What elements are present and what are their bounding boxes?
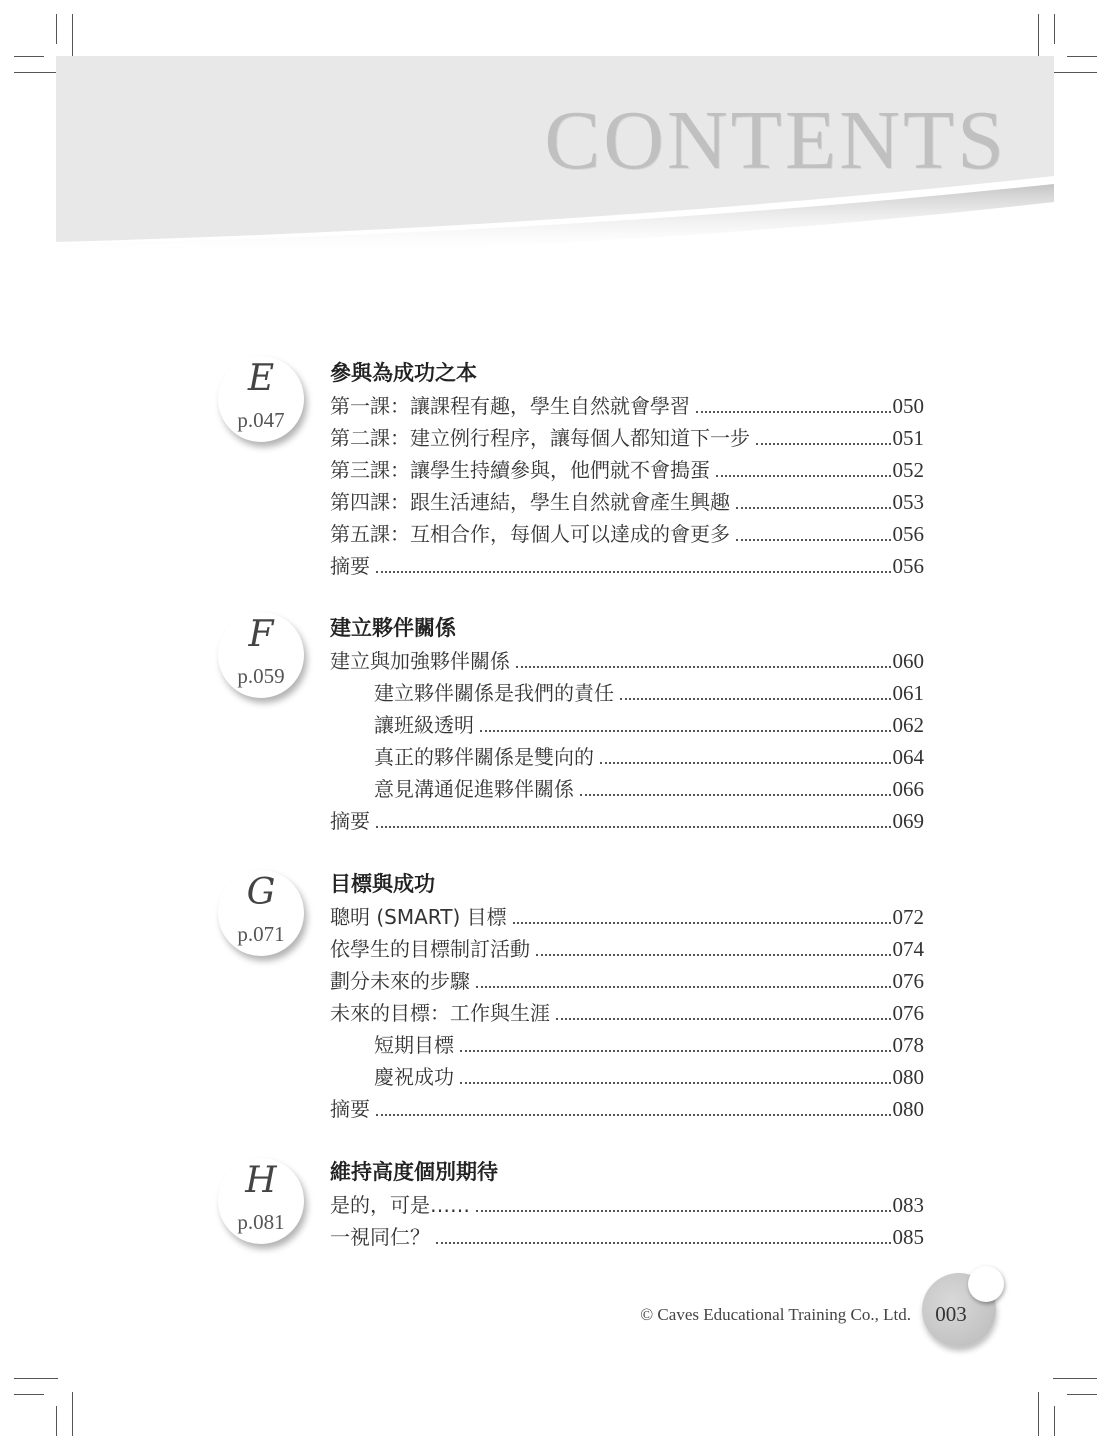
toc-entry[interactable] xyxy=(374,674,924,706)
toc-entry[interactable] xyxy=(374,706,924,738)
toc-entry-label: 建立與加強夥伴關係 xyxy=(330,649,510,673)
dot-leader xyxy=(436,1241,891,1244)
dot-leader xyxy=(460,1049,891,1052)
toc-entry[interactable] xyxy=(330,483,924,515)
toc-entry-label: 摘要 xyxy=(330,554,370,578)
dot-leader xyxy=(516,665,891,668)
section-badge xyxy=(218,870,304,956)
toc-entry-page: 056 xyxy=(892,522,924,546)
toc-entry-page: 078 xyxy=(892,1033,924,1057)
toc-entry-label: 劃分未來的步驟 xyxy=(330,969,470,993)
toc-entry-page: 074 xyxy=(892,937,924,961)
section-start-page: p.047 xyxy=(237,408,285,432)
toc-entry-label: 慶祝成功 xyxy=(374,1065,454,1089)
toc-entry-page: 076 xyxy=(892,1001,924,1025)
section-letter: E xyxy=(247,358,275,399)
toc-entry[interactable] xyxy=(330,419,924,451)
toc-entry-page: 062 xyxy=(892,713,924,737)
toc-entry-page: 069 xyxy=(892,809,924,833)
section-badge xyxy=(218,612,304,698)
crop-mark-top-left-v2 xyxy=(56,14,57,44)
dot-leader xyxy=(376,570,891,573)
dot-leader xyxy=(376,825,891,828)
toc-entry-label: 聰明 (SMART) 目標 xyxy=(330,905,507,929)
toc-entry-label: 第三課：讓學生持續參與，他們就不會搗蛋 xyxy=(330,458,710,482)
crop-mark-bottom-right-h xyxy=(1053,1378,1097,1379)
toc-entry-label: 讓班級透明 xyxy=(374,713,474,737)
dot-leader xyxy=(696,410,891,413)
dot-leader xyxy=(476,1209,891,1212)
toc-entry-page: 053 xyxy=(892,490,924,514)
toc-entry-label: 依學生的目標制訂活動 xyxy=(330,937,530,961)
section-title: 維持高度個別期待 xyxy=(330,1160,498,1184)
toc-entry[interactable] xyxy=(330,898,924,930)
section-letter: G xyxy=(246,872,276,913)
section-start-page: p.059 xyxy=(237,664,285,688)
toc-entry-label: 一視同仁？ xyxy=(330,1225,430,1249)
toc-entry-label: 建立夥伴關係是我們的責任 xyxy=(374,681,614,705)
toc-entry-label: 意見溝通促進夥伴關係 xyxy=(374,777,574,801)
toc-entry-page: 083 xyxy=(892,1193,924,1217)
section-start-page: p.071 xyxy=(237,922,285,946)
toc-entry-page: 056 xyxy=(892,554,924,578)
page-number: 003 xyxy=(935,1302,967,1326)
toc-entry-label: 真正的夥伴關係是雙向的 xyxy=(374,745,594,769)
crop-mark-bottom-left-v2 xyxy=(56,1406,57,1436)
toc-entry[interactable] xyxy=(330,930,924,962)
toc-entry[interactable] xyxy=(330,1218,924,1250)
crop-mark-bottom-right-v2 xyxy=(1054,1406,1055,1436)
dot-leader xyxy=(736,506,891,509)
toc-entry-page: 085 xyxy=(892,1225,924,1249)
toc-entry-label: 摘要 xyxy=(330,1097,370,1121)
section-title: 目標與成功 xyxy=(330,872,435,896)
section-title: 建立夥伴關係 xyxy=(330,616,456,640)
crop-mark-top-right-v2 xyxy=(1054,14,1055,44)
section-badge xyxy=(218,1158,304,1244)
contents-title: CONTENTS xyxy=(544,94,1007,187)
section-letter: H xyxy=(245,1160,277,1201)
toc-entry-label: 第二課：建立例行程序，讓每個人都知道下一步 xyxy=(330,426,750,450)
section-start-page: p.081 xyxy=(237,1210,285,1234)
toc-entry[interactable] xyxy=(374,1058,924,1090)
dot-leader xyxy=(716,474,891,477)
toc-entry-page: 051 xyxy=(892,426,924,450)
crop-mark-top-left-v xyxy=(72,14,73,58)
dot-leader xyxy=(600,761,891,764)
toc-entry-label: 第四課：跟生活連結，學生自然就會產生興趣 xyxy=(330,490,730,514)
dot-leader xyxy=(480,729,891,732)
toc-entry[interactable] xyxy=(330,994,924,1026)
toc-entry[interactable] xyxy=(330,547,924,579)
toc-entry[interactable] xyxy=(330,1090,924,1122)
dot-leader xyxy=(376,1113,891,1116)
dot-leader xyxy=(756,442,891,445)
toc-entry-page: 066 xyxy=(892,777,924,801)
copyright-text: © Caves Educational Training Co., Ltd. xyxy=(640,1305,911,1324)
toc-entry[interactable] xyxy=(330,387,924,419)
dot-leader xyxy=(536,953,891,956)
crop-mark-top-left-h2 xyxy=(14,56,44,57)
toc-entry-label: 第五課：互相合作，每個人可以達成的會更多 xyxy=(330,522,730,546)
toc-entry-page: 061 xyxy=(892,681,924,705)
dot-leader xyxy=(580,793,891,796)
dot-leader xyxy=(476,985,891,988)
crop-mark-bottom-right-v xyxy=(1038,1392,1039,1436)
toc-entry-label: 是的，可是…… xyxy=(330,1193,470,1217)
toc-entry-label: 第一課：讓課程有趣，學生自然就會學習 xyxy=(330,394,690,418)
toc-entry[interactable] xyxy=(374,770,924,802)
dot-leader xyxy=(460,1081,891,1084)
toc-entry-page: 052 xyxy=(892,458,924,482)
toc-entry[interactable] xyxy=(330,451,924,483)
crop-mark-top-right-h xyxy=(1053,72,1097,73)
section-badge xyxy=(218,356,304,442)
crop-mark-bottom-right-h2 xyxy=(1067,1394,1097,1395)
toc-entry[interactable] xyxy=(374,738,924,770)
crop-mark-bottom-left-v xyxy=(72,1392,73,1436)
toc-entry[interactable] xyxy=(330,642,924,674)
toc-entry-page: 076 xyxy=(892,969,924,993)
crop-mark-bottom-left-h xyxy=(14,1378,58,1379)
dot-leader xyxy=(513,921,891,924)
toc-entry-page: 072 xyxy=(892,905,924,929)
toc-entry-page: 080 xyxy=(892,1065,924,1089)
toc-entry-label: 未來的目標：工作與生涯 xyxy=(330,1001,550,1025)
toc-entry[interactable] xyxy=(330,1186,924,1218)
crop-mark-top-left-h xyxy=(14,72,58,73)
page-number-dot xyxy=(968,1266,1004,1302)
crop-mark-top-right-v xyxy=(1038,14,1039,58)
dot-leader xyxy=(620,697,891,700)
toc-entry-page: 050 xyxy=(892,394,924,418)
toc-entry-page: 080 xyxy=(892,1097,924,1121)
dot-leader xyxy=(556,1017,891,1020)
toc-entry-label: 摘要 xyxy=(330,809,370,833)
crop-mark-top-right-h2 xyxy=(1067,56,1097,57)
toc-entry-page: 064 xyxy=(892,745,924,769)
toc-entry[interactable] xyxy=(330,962,924,994)
toc-entry-label: 短期目標 xyxy=(374,1033,454,1057)
crop-mark-bottom-left-h2 xyxy=(14,1394,44,1395)
dot-leader xyxy=(736,538,891,541)
toc-entry[interactable] xyxy=(330,515,924,547)
section-letter: F xyxy=(248,614,274,655)
toc-entry[interactable] xyxy=(374,1026,924,1058)
toc-entry[interactable] xyxy=(330,802,924,834)
section-title: 參與為成功之本 xyxy=(330,361,477,385)
toc-entry-page: 060 xyxy=(892,649,924,673)
